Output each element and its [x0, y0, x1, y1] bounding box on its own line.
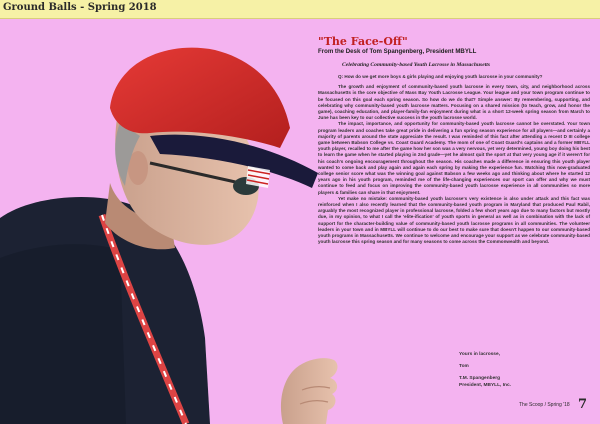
- closing-title: President, MBYLL, Inc.: [459, 382, 511, 388]
- article-body: [318, 74, 590, 245]
- section-header-bar: [0, 0, 600, 19]
- closing-salutation: Yours in lacrosse,: [459, 352, 500, 357]
- closing-first-name: Tom: [459, 364, 469, 370]
- article-paragraph: Q: How do we get more boys & girls playing and enjoying youth lacrosse in your community?: [338, 74, 543, 79]
- section-header-title: Ground Balls - Spring 2018: [3, 2, 157, 13]
- page-number: 7: [578, 397, 588, 412]
- article-byline: From the Desk of Tom Spangenberg, President MBYLL: [318, 48, 477, 55]
- coach-photo: [0, 18, 340, 424]
- closing-full-name: T.M. Spangenberg: [459, 376, 501, 382]
- article-paragraph: The impact, importance, and opportunity for community-based youth lacrosse cannot be overstated. Your town program leaders and coaches take great pride in delivering a fun spring season experience for all players—and certainly a majority of parents around the state appreciate the result. I was reminded of this fact after attending a recent D III college game between Babson College vs. Coast Guard Academy. The mom of one of Coast Guard's captains and a former MBYLL youth player, recalled to me after the game how her son was a very nervous, yet very determined, young boy doing his best to learn the game when he started playing in 2nd grade—yet he almost quit the sport at that very young age if it weren't for his coach's ongoing encouragement throughout the season. His coaches made a difference in ensuring this youth player wanted to come back and play again and again each spring by making the experience fun. Watching this now-graduated college senior score what was the winning goal against Babson a few weeks ago and thinking about where he started 12 years ago in his youth program, reminded me of the life-changing experiences our sport can offer and why we must continue to feed and focus on improving the community-based youth lacrosse experience in all communities so more players & families can share in that enjoyment.: [318, 121, 590, 195]
- article-subhead: Celebrating Community-based Youth Lacrosse in Massachusetts: [342, 62, 490, 68]
- article-paragraph: Yet make no mistake: community-based youth lacrosse's very existence is also under attack and this fact was reinforced when I also recently learned that the community-based youth program in Maryland that produced Paul Rabil, arguably the most recognized player in professional lacrosse, folded a few short years ago due to many factors but mostly due, in my opinion, to what I call the 'elite-ification' of youth sports in general as well as in combination with the lack of support for the character-building value of community-based youth lacrosse programs in all communities. The volunteer leaders in your town and in MBYLL will continue to do our best to make sure that doesn't happen to our community-based youth programs in Massachusetts. We continue to welcome and encourage your support as we celebrate community-based youth lacrosse this spring season and for many seasons to come across the Commonwealth and beyond.: [318, 195, 590, 245]
- article-paragraph: The growth and enjoyment of community-based youth lacrosse in every town, city, and neighborhood across Massachusetts is the core objective of Mass Bay Youth Lacrosse League. Your league and your town program continue to be focused on this goal each spring season. So how do we do that? Simple answer: By remembering, supporting, and celebrating why community-based youth lacrosse matters. Focusing on a shared mission (to teach, grow, and honor the game), coaching education, and player-family-fan enjoyment during what is a short 12-week spring season from March to June has been key to our collective success in the youth lacrosse world.: [318, 84, 590, 121]
- page-footer-publication: The Scoop / Spring '18: [519, 402, 570, 408]
- letter-closing: [459, 352, 511, 389]
- article-title: "The Face-Off": [318, 35, 408, 48]
- article: [318, 36, 590, 245]
